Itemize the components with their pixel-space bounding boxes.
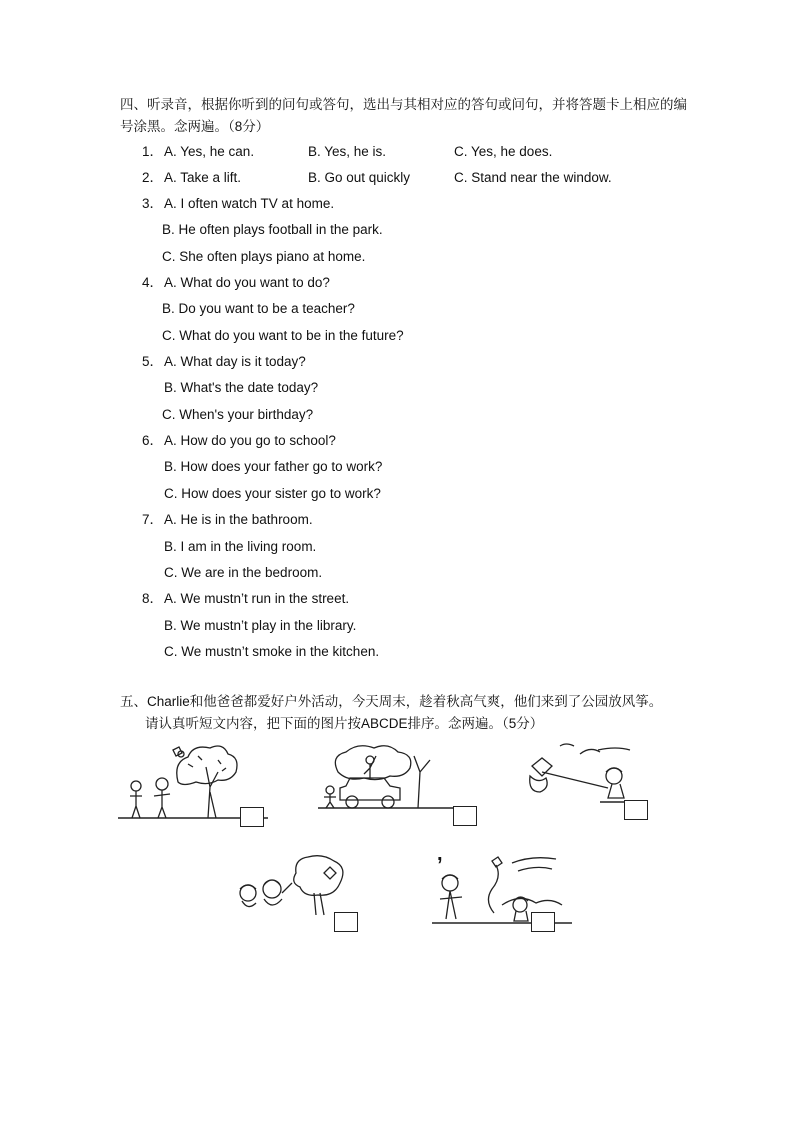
question-3-option-a [142,195,334,213]
question-5-option-a [142,353,306,371]
question-6-option-a [142,432,336,450]
answer-box[interactable] [240,807,264,827]
option-a: A. How do you go to school? [164,433,336,448]
question-8-option-a [142,590,349,608]
question-5-option-c: C. When's your birthday? [162,407,314,422]
question-7-option-a [142,511,313,529]
option-a: A. He is in the bathroom. [164,512,313,527]
option-a: A. Take a lift. [164,170,242,185]
man-on-car-reaching-tree-picture [318,742,458,814]
option-a: A. Yes, he can. [164,144,255,159]
question-3-option-b: B. He often plays football in the park. [162,222,383,237]
flying-kite-picture [520,742,650,804]
question-number: 3． [142,196,164,211]
question-7-option-c: C. We are in the bedroom. [164,565,323,580]
option-b: B. Yes, he is. [308,144,387,159]
option-a: A. What do you want to do? [164,275,330,290]
section-4-instructions: 四、听录音，根据你听到的问句或答句，选出与其相对应的答句或问句，并将答题卡上相应的编号涂黑。念两遍。（8分） [120,97,687,134]
question-4-option-c: C. What do you want to be in the future? [162,328,404,343]
section-5-instructions-line-2: 请认真听短文内容，把下面的图片按ABCDE排序。念两遍。（5分） [145,716,544,731]
question-5-option-b: B. What's the date today? [164,380,319,395]
option-b: B. Go out quickly [308,170,411,185]
question-number: 8． [142,591,164,606]
question-3-option-c: C. She often plays piano at home. [162,249,366,264]
question-6-option-c: C. How does your sister go to work? [164,486,381,501]
answer-box[interactable] [624,800,648,820]
question-4-option-a [142,274,330,292]
option-a: A. We mustn’t run in the street. [164,591,350,606]
question-8-option-c: C. We mustn’t smoke in the kitchen. [164,644,380,659]
question-6-option-b: B. How does your father go to work? [164,459,383,474]
stray-mark: , [437,843,443,865]
question-number: 4． [142,275,164,290]
option-c: C. Stand near the window. [454,170,612,185]
question-1 [142,143,553,161]
question-2 [142,169,612,187]
option-a: A. I often watch TV at home. [164,196,335,211]
section-5-instructions [120,691,700,735]
question-4-option-b: B. Do you want to be a teacher? [162,301,355,316]
option-c: C. Yes, he does. [454,144,553,159]
question-number: 7． [142,512,164,527]
answer-box[interactable] [334,912,358,932]
kite-caught-in-bush-picture [230,853,360,921]
option-a: A. What day is it today? [164,354,306,369]
section-5-instructions-line-1: 五、Charlie和他爸爸都爱好户外活动，今天周末，趁着秋高气爽，他们来到了公园放风筝。 [120,694,663,709]
question-7-option-b: B. I am in the living room. [164,539,317,554]
question-8-option-b: B. We mustn’t play in the library. [164,618,357,633]
answer-box[interactable] [531,912,555,932]
question-number: 5． [142,354,164,369]
question-number: 2． [142,170,164,185]
answer-box[interactable] [453,806,477,826]
question-number: 6． [142,433,164,448]
question-number: 1． [142,144,164,159]
